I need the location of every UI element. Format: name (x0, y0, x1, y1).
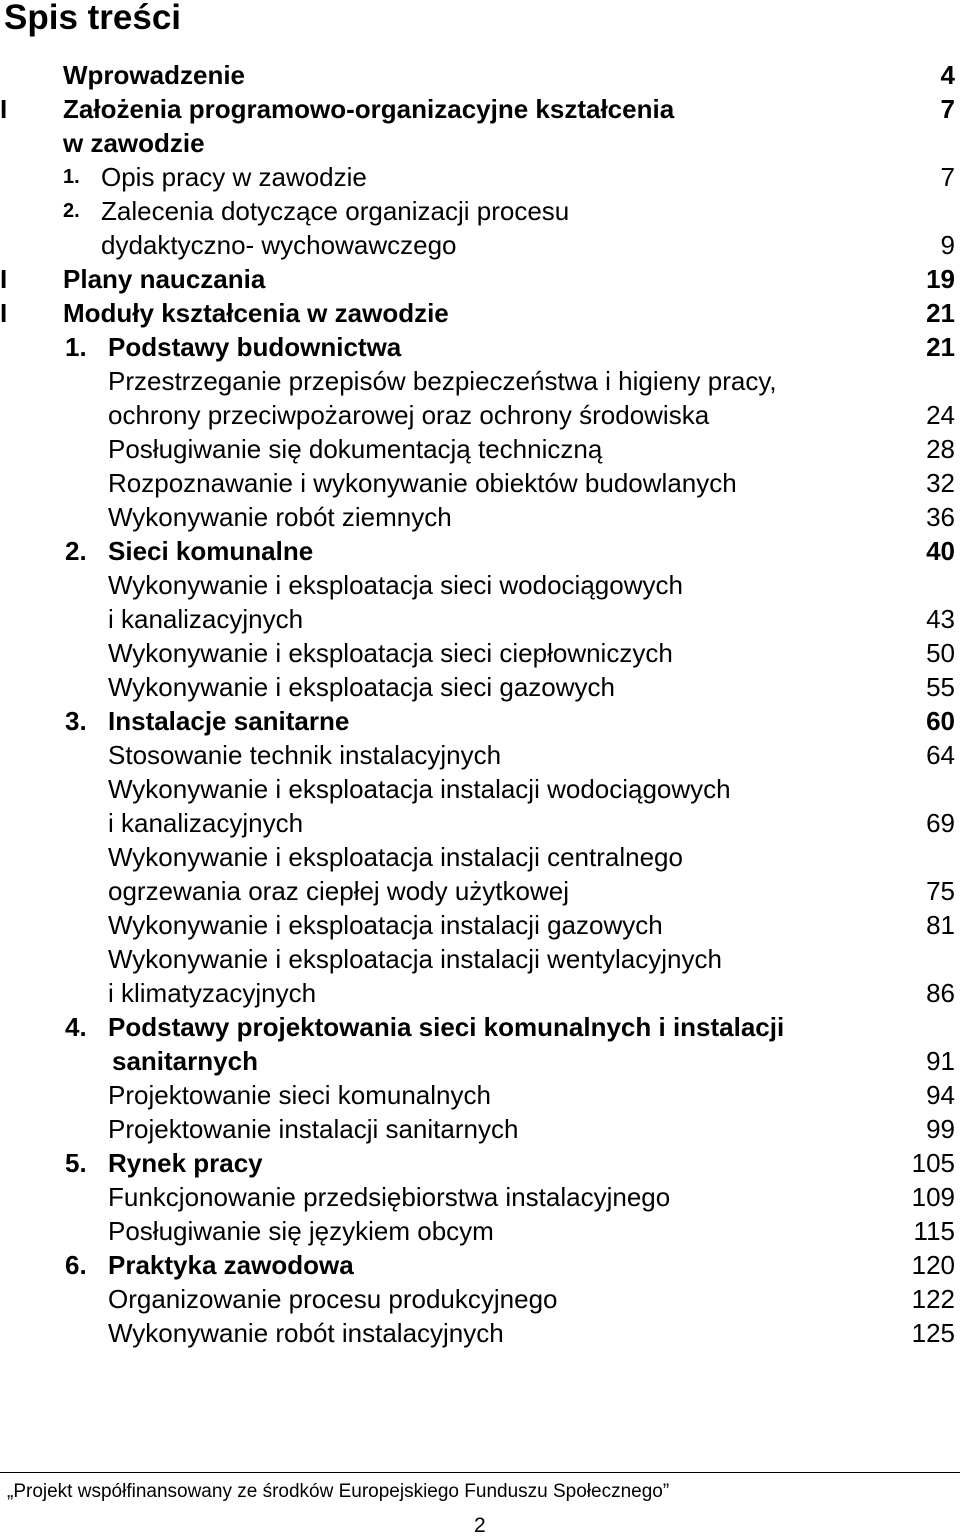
toc-unit[interactable] (0, 364, 960, 398)
page-title: Spis treści (4, 0, 182, 37)
toc-entry-label: Wykonywanie robót instalacyjnych (108, 1318, 504, 1348)
toc-entry-page: 94 (926, 1080, 955, 1110)
toc-unit[interactable] (0, 636, 960, 670)
toc-entry-label: Plany nauczania (63, 264, 266, 294)
toc-entry-label: Wykonywanie i eksploatacja sieci wodociągowych (108, 570, 683, 600)
toc-unit-continued (0, 806, 960, 840)
toc-entry-page: 75 (926, 876, 955, 906)
toc-entry-label: Organizowanie procesu produkcyjnego (108, 1284, 558, 1314)
toc-unit[interactable] (0, 908, 960, 942)
toc-entry-page: 28 (926, 434, 955, 464)
toc-entry-label: Wykonywanie i eksploatacja instalacji wodociągowych (108, 774, 731, 804)
toc-module-2[interactable] (0, 534, 960, 568)
toc-unit[interactable] (0, 432, 960, 466)
toc-entry-page: 109 (911, 1182, 955, 1212)
toc-unit[interactable] (0, 670, 960, 704)
toc-entry-label: Założenia programowo-organizacyjne kształcenia (63, 94, 675, 124)
toc-entry-number: 2. (63, 200, 80, 222)
toc-entry-page: 81 (926, 910, 955, 940)
toc-entry-label: Instalacje sanitarne (108, 706, 350, 736)
toc-unit[interactable] (0, 942, 960, 976)
toc-entry-label: Wykonywanie robót ziemnych (108, 502, 452, 532)
toc-module-1[interactable] (0, 330, 960, 364)
toc-entry-page: 24 (926, 400, 955, 430)
toc-entry-page: 21 (926, 332, 955, 362)
toc-module-5[interactable] (0, 1146, 960, 1180)
toc-unit-continued (0, 976, 960, 1010)
toc-entry-label: Przestrzeganie przepisów bezpieczeństwa i higieny pracy, (108, 366, 777, 396)
toc-unit[interactable] (0, 1078, 960, 1112)
toc-unit-continued (0, 398, 960, 432)
toc-entry-page: 122 (911, 1284, 955, 1314)
toc-unit[interactable] (0, 1180, 960, 1214)
toc-entry-number: 6. (65, 1250, 87, 1280)
toc-entry-page: 60 (926, 706, 955, 736)
toc-entry-label: Wykonywanie i eksploatacja instalacji wentylacyjnych (108, 944, 722, 974)
toc-unit[interactable] (0, 466, 960, 500)
toc-entry-label: Wykonywanie i eksploatacja instalacji gazowych (108, 910, 663, 940)
toc-entry-label: w zawodzie (63, 128, 205, 158)
toc-unit-continued (0, 602, 960, 636)
toc-entry-label: sanitarnych (112, 1046, 258, 1076)
toc-entry-label: ochrony przeciwpożarowej oraz ochrony środowiska (108, 400, 710, 430)
toc-entry-page: 55 (926, 672, 955, 702)
toc-entry-page: 32 (926, 468, 955, 498)
toc-entry-label: Sieci komunalne (108, 536, 314, 566)
toc-entry-page: 86 (926, 978, 955, 1008)
toc-entry-label: Moduły kształcenia w zawodzie (63, 298, 449, 328)
toc-entry-page: 7 (940, 94, 955, 124)
toc-entry-page: 9 (940, 230, 955, 260)
footer-divider (0, 1472, 960, 1473)
toc-entry-label: Projektowanie sieci komunalnych (108, 1080, 491, 1110)
toc-unit[interactable] (0, 1112, 960, 1146)
toc-section-1-continued (0, 126, 960, 160)
toc-entry-page: 50 (926, 638, 955, 668)
toc-entry-page: 21 (926, 298, 955, 328)
toc-entry-label: Funkcjonowanie przedsiębiorstwa instalacyjnego (108, 1182, 671, 1212)
toc-entry-page: 120 (911, 1250, 955, 1280)
toc-entry-label: Wykonywanie i eksploatacja sieci gazowych (108, 672, 615, 702)
toc-entry-intro[interactable] (0, 58, 960, 92)
toc-entry-number: 2. (65, 536, 87, 566)
toc-entry-label: Podstawy projektowania sieci komunalnych i instalacji (108, 1012, 785, 1042)
toc-entry-number: 1. (65, 332, 87, 362)
toc-entry-1-2[interactable] (0, 194, 960, 228)
toc-module-6[interactable] (0, 1248, 960, 1282)
toc-entry-label: ogrzewania oraz ciepłej wody użytkowej (108, 876, 570, 906)
toc-module-3[interactable] (0, 704, 960, 738)
toc-entry-page: 7 (940, 162, 955, 192)
toc-entry-page: 99 (926, 1114, 955, 1144)
toc-entry-label: Projektowanie instalacji sanitarnych (108, 1114, 519, 1144)
toc-entry-number: 5. (65, 1148, 87, 1178)
section-marker: I (0, 264, 8, 294)
toc-entry-page: 91 (926, 1046, 955, 1076)
toc-entry-page: 36 (926, 502, 955, 532)
toc-module-4[interactable] (0, 1010, 960, 1044)
toc-entry-label: i kanalizacyjnych (108, 604, 304, 634)
toc-entry-page: 40 (926, 536, 955, 566)
toc-section-3[interactable] (0, 296, 960, 330)
toc-entry-1-1[interactable] (0, 160, 960, 194)
toc-entry-label: Podstawy budownictwa (108, 332, 402, 362)
toc-entry-page: 64 (926, 740, 955, 770)
toc-entry-page: 19 (926, 264, 955, 294)
toc-unit[interactable] (0, 1214, 960, 1248)
toc-entry-page: 125 (911, 1318, 955, 1348)
toc-entry-1-2-continued (0, 228, 960, 262)
footer-text: „Projekt współfinansowany ze środków Europejskiego Funduszu Społecznego” (7, 1481, 670, 1502)
toc-entry-label: Rynek pracy (108, 1148, 263, 1178)
toc-unit[interactable] (0, 500, 960, 534)
toc-module-4-continued (0, 1044, 960, 1078)
toc-unit[interactable] (0, 772, 960, 806)
section-marker: I (0, 94, 8, 124)
toc-entry-label: Stosowanie technik instalacyjnych (108, 740, 502, 770)
toc-entry-number: 4. (65, 1012, 87, 1042)
toc-entry-label: Wykonywanie i eksploatacja instalacji centralnego (108, 842, 683, 872)
toc-entry-label: Posługiwanie się językiem obcym (108, 1216, 494, 1246)
toc-entry-number: 1. (63, 166, 80, 188)
toc-unit[interactable] (0, 840, 960, 874)
toc-unit[interactable] (0, 1282, 960, 1316)
toc-unit-continued (0, 874, 960, 908)
toc-entry-label: dydaktyczno- wychowawczego (101, 230, 457, 260)
toc-entry-page: 69 (926, 808, 955, 838)
toc-entry-label: i klimatyzacyjnych (108, 978, 317, 1008)
toc-entry-label: Zalecenia dotyczące organizacji procesu (101, 196, 570, 226)
toc-entry-label: i kanalizacyjnych (108, 808, 304, 838)
toc-entry-label: Posługiwanie się dokumentacją techniczną (108, 434, 603, 464)
toc-entry-page: 4 (940, 60, 955, 90)
toc-entry-page: 115 (913, 1216, 955, 1246)
toc-entry-label: Wprowadzenie (63, 60, 246, 90)
toc-section-1[interactable] (0, 92, 960, 126)
toc-entry-label: Wykonywanie i eksploatacja sieci ciepłowniczych (108, 638, 673, 668)
toc-unit[interactable] (0, 568, 960, 602)
page-number: 2 (474, 1514, 486, 1537)
toc-entry-label: Rozpoznawanie i wykonywanie obiektów budowlanych (108, 468, 737, 498)
toc-entry-label: Praktyka zawodowa (108, 1250, 354, 1280)
toc-entry-number: 3. (65, 706, 87, 736)
toc-entry-page: 43 (926, 604, 955, 634)
toc-entry-label: Opis pracy w zawodzie (101, 162, 367, 192)
toc-entry-page: 105 (911, 1148, 955, 1178)
toc-unit[interactable] (0, 1316, 960, 1350)
toc-section-2[interactable] (0, 262, 960, 296)
section-marker: I (0, 298, 8, 328)
toc-unit[interactable] (0, 738, 960, 772)
